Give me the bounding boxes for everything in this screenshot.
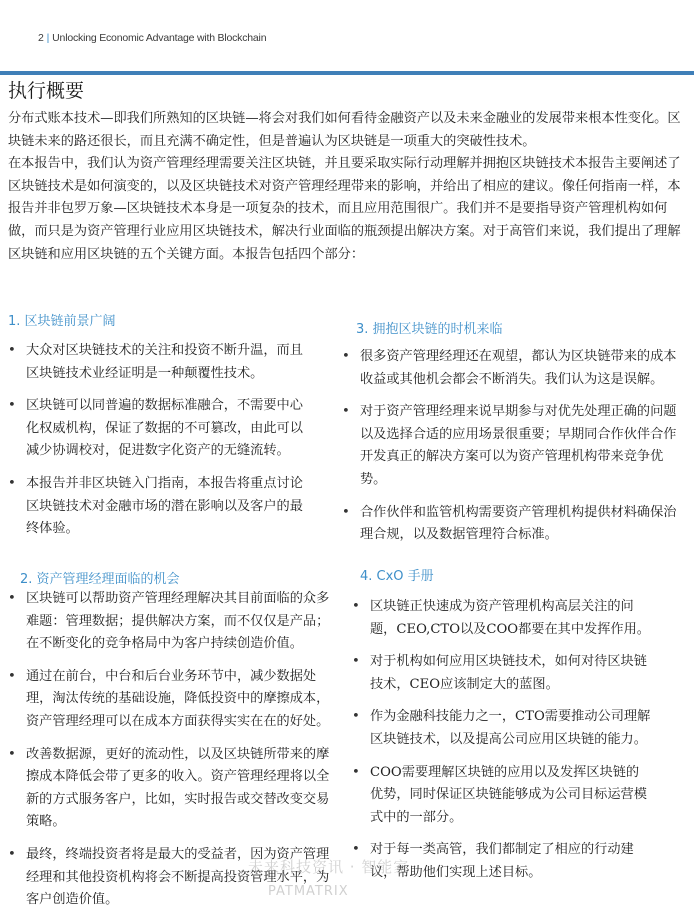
- list-item: • 本报告并非区块链入门指南，本报告将重点讨论区块链技术对金融市场的潜在影响以及客户的最终体验。: [8, 473, 308, 541]
- list-item: • 合作伙伴和监管机构需要资产管理机构提供材料确保治理合规，以及数据管理符合标准。: [342, 502, 678, 547]
- section-3-heading: 3. 拥抱区块链的时机来临: [356, 322, 503, 337]
- running-title: Unlocking Economic Advantage with Blockchain: [52, 32, 267, 44]
- list-item: • 区块链可以同普遍的数据标准融合，不需要中心化权威机构，保证了数据的不可篡改，由此可以减少协调校对，促进数字化资产的无缝流转。: [8, 395, 308, 463]
- page-number: 2: [38, 32, 44, 44]
- list-item: • 改善数据源，更好的流动性，以及区块链所带来的摩擦成本降低会带了更多的收入。资产管理经理将以全新的方式服务客户，比如，实时报告或交替改变交易策略。: [8, 744, 342, 834]
- list-item: • 区块链可以帮助资产管理经理解决其目前面临的众多难题：管理数据；提供解决方案，而不仅仅是产品；在不断变化的竞争格局中为客户持续创造价值。: [8, 588, 342, 656]
- list-item: • 最终，终端投资者将是最大的受益者，因为资产管理经理和其他投资机构将会不断提高投资管理水平，为客户创造价值。: [8, 844, 342, 912]
- section-3-list: [342, 346, 678, 557]
- watermark-brand: PATMATRIX: [268, 884, 349, 899]
- section-2-heading: 2. 资产管理经理面临的机会: [20, 572, 180, 587]
- intro-paragraph-1: 分布式账本技术—即我们所熟知的区块链—将会对我们如何看待金融资产以及未来金融业的发展带来根本性变化。区块链未来的路还很长，而且充满不确定性，但是普遍认为区块链是一项重大的突破性技术。: [8, 111, 681, 149]
- watermark: 未来科技资讯 · 智能家: [248, 858, 410, 876]
- list-item: • 大众对区块链技术的关注和投资不断升温，而且区块链技术业经证明是一种颠覆性技术。: [8, 340, 308, 385]
- running-header: [38, 32, 266, 44]
- list-item: • 通过在前台，中台和后台业务环节中，减少数据处理，淘汰传统的基础设施，降低投资中的摩擦成本，资产管理经理可以在成本方面获得实实在在的好处。: [8, 666, 342, 734]
- section-4-list: [352, 596, 652, 895]
- page-title: 执行概要: [8, 80, 85, 102]
- list-item: • 作为金融科技能力之一，CTO需要推动公司理解区块链技术，以及提高公司应用区块链的能力。: [352, 706, 652, 751]
- section-4-heading: 4. CxO 手册: [360, 569, 434, 584]
- list-item: • 对于资产管理经理来说早期参与对优先处理正确的问题以及选择合适的应用场景很重要；早期同合作伙伴合作开发真正的解决方案可以为资产管理机构带来竞争优势。: [342, 401, 678, 491]
- section-1-heading: 1. 区块链前景广阔: [8, 314, 116, 329]
- intro-text: [8, 108, 692, 266]
- header-divider: |: [46, 32, 50, 44]
- header-rule: [0, 71, 694, 75]
- intro-paragraph-2: 在本报告中，我们认为资产管理经理需要关注区块链，并且要采取实际行动理解并拥抱区块链技术本报告主要阐述了区块链技术是如何演变的，以及区块链技术对资产管理经理带来的影响，并给出了相应的建议。像任何指南一样，本报告并非包罗万象—区块链技术本身是一项复杂的技术，而且应用范围很广。我们并不是要指导资产管理机构如何做，而只是为资产管理行业应用区块链技术，解决行业面临的瓶颈提出解决方案。对于高管们来说，我们提出了理解区块链和应用区块链的五个关键方面。本报告包括四个部分：: [8, 156, 681, 262]
- list-item: • 很多资产管理经理还在观望，都认为区块链带来的成本收益或其他机会都会不断消失。我们认为这是误解。: [342, 346, 678, 391]
- list-item: • 对于机构如何应用区块链技术，如何对待区块链技术，CEO应该制定大的蓝图。: [352, 651, 652, 696]
- list-item: • COO需要理解区块链的应用以及发挥区块链的优势，同时保证区块链能够成为公司目标运营模式中的一部分。: [352, 762, 652, 830]
- list-item: • 对于每一类高管，我们都制定了相应的行动建议，帮助他们实现上述目标。: [352, 839, 652, 884]
- list-item: • 区块链正快速成为资产管理机构高层关注的问题，CEO,CTO以及COO都要在其中发挥作用。: [352, 596, 652, 641]
- section-1-list: [8, 340, 308, 551]
